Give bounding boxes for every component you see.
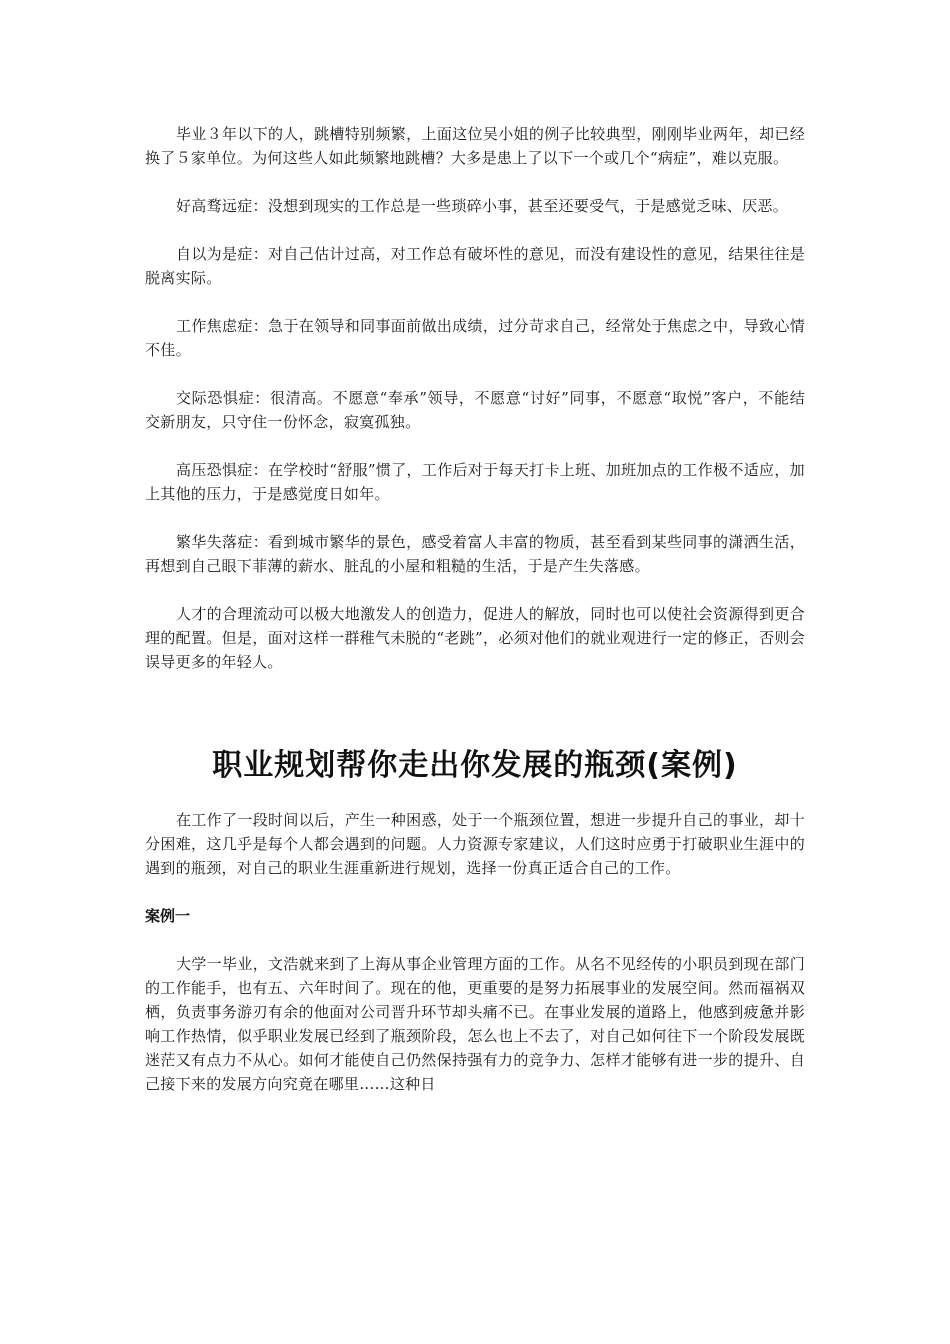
paragraph-case-one: 大学一毕业，文浩就来到了上海从事企业管理方面的工作。从名不见经传的小职员到现在部门的工作能手，也有五、六年时间了。现在的他，更重要的是努力拓展事业的发展空间。然而福祸双栖，负责事务游刃有余的他面对公司晋升环节却头痛不已。在事业发展的道路上，他感到疲惫并影响工作热情，似乎职业发展已经到了瓶颈阶段，怎么也上不去了，对自己如何往下一个阶段发展既迷茫又有点力不从心。如何才能使自己仍然保持强有力的竞争力、怎样才能够有进一步的提升、自己接下来的发展方向究竟在哪里……这种日 <box>145 955 805 1093</box>
paragraph-talent-flow: 人才的合理流动可以极大地激发人的创造力，促进人的解放，同时也可以使社会资源得到更合理的配置。但是，面对这样一群稚气未脱的“老跳”，必须对他们的就业观进行一定的修正，否则会误导更多的年轻人。 <box>145 605 805 671</box>
section-title: 职业规划帮你走出你发展的瓶颈(案例) <box>212 748 738 783</box>
paragraph-prosperity-loss: 繁华失落症：看到城市繁华的景色，感受着富人丰富的物质，甚至看到某些同事的潇洒生活，再想到自己眼下菲薄的薪水、脏乱的小屋和粗糙的生活，于是产生失落感。 <box>145 533 805 575</box>
paragraph-self-righteousness: 自以为是症：对自己估计过高，对工作总有破坏性的意见，而没有建设性的意见，结果往往是脱离实际。 <box>145 245 805 287</box>
paragraph-social-fear: 交际恐惧症：很清高。不愿意“奉承”领导，不愿意“讨好”同事，不愿意“取悦”客户，不能结交新朋友，只守住一份怀念，寂寞孤独。 <box>145 389 805 431</box>
case-heading: 案例一 <box>145 907 191 925</box>
section-spacer <box>145 698 805 746</box>
paragraph-work-anxiety: 工作焦虑症：急于在领导和同事面前做出成绩，过分苛求自己，经常处于焦虑之中，导致心情不佳。 <box>145 317 805 359</box>
paragraph-overambition: 好高骛远症：没想到现实的工作总是一些琐碎小事，甚至还要受气，于是感觉乏味、厌恶。 <box>176 197 789 215</box>
document-page <box>145 122 805 1120</box>
paragraph-pressure-fear: 高压恐惧症：在学校时“舒服”惯了，工作后对于每天打卡上班、加班加点的工作极不适应，加上其他的压力，于是感觉度日如年。 <box>145 461 805 503</box>
paragraph-bottleneck-intro: 在工作了一段时间以后，产生一种困惑，处于一个瓶颈位置，想进一步提升自己的事业，却十分困难，这几乎是每个人都会遇到的问题。人力资源专家建议，人们这时应勇于打破职业生涯中的遇到的瓶颈，对自己的职业生涯重新进行规划，选择一份真正适合自己的工作。 <box>145 811 805 877</box>
paragraph-job-hopping-intro: 毕业３年以下的人，跳槽特别频繁，上面这位吴小姐的例子比较典型，刚刚毕业两年，却已经换了５家单位。为何这些人如此频繁地跳槽？大多是患上了以下一个或几个“病症”，难以克服。 <box>145 125 805 167</box>
